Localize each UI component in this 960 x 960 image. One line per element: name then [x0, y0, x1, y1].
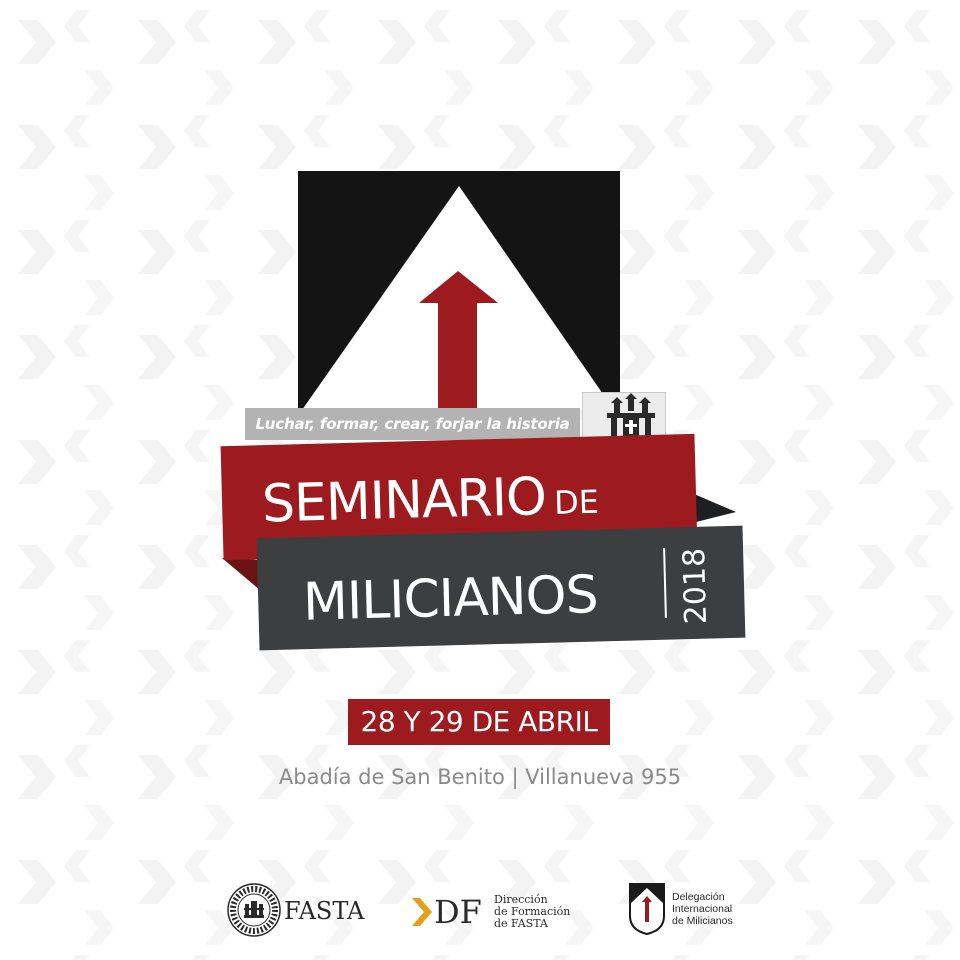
fasta-seal-icon [226, 882, 282, 938]
df-subtitle [494, 894, 604, 930]
delegacion-logo [628, 882, 758, 938]
fasta-name: FASTA [284, 897, 365, 925]
delegacion-name [672, 891, 762, 927]
df-chevron-icon [412, 898, 432, 926]
df-subtitle-line2: de Formación [494, 905, 571, 918]
event-title-line1 [261, 454, 683, 545]
df-subtitle-line3: de FASTA [494, 917, 548, 930]
title-de: DE [553, 482, 600, 522]
delegacion-line2: Internacional [672, 903, 733, 915]
delegacion-line1: Delegación [672, 891, 725, 903]
event-year: 2018 [677, 547, 714, 625]
df-logo [412, 886, 602, 938]
fasta-logo [226, 882, 366, 938]
title-seminario: SEMINARIO [261, 467, 547, 535]
event-venue: Abadía de San Benito | Villanueva 955 [278, 765, 682, 789]
slogan-banner: Luchar, formar, crear, forjar la historia [245, 408, 580, 440]
event-date: 28 Y 29 DE ABRIL [348, 699, 610, 745]
delegacion-line3: de Milicianos [672, 915, 733, 927]
df-subtitle-line1: Dirección [494, 893, 548, 906]
event-title-line2: MILICIANOS [302, 565, 599, 633]
red-banner-fold [222, 558, 262, 590]
df-mark: DF [434, 893, 482, 931]
delegacion-shield-icon [628, 882, 666, 936]
dark-banner-fold [694, 494, 736, 522]
